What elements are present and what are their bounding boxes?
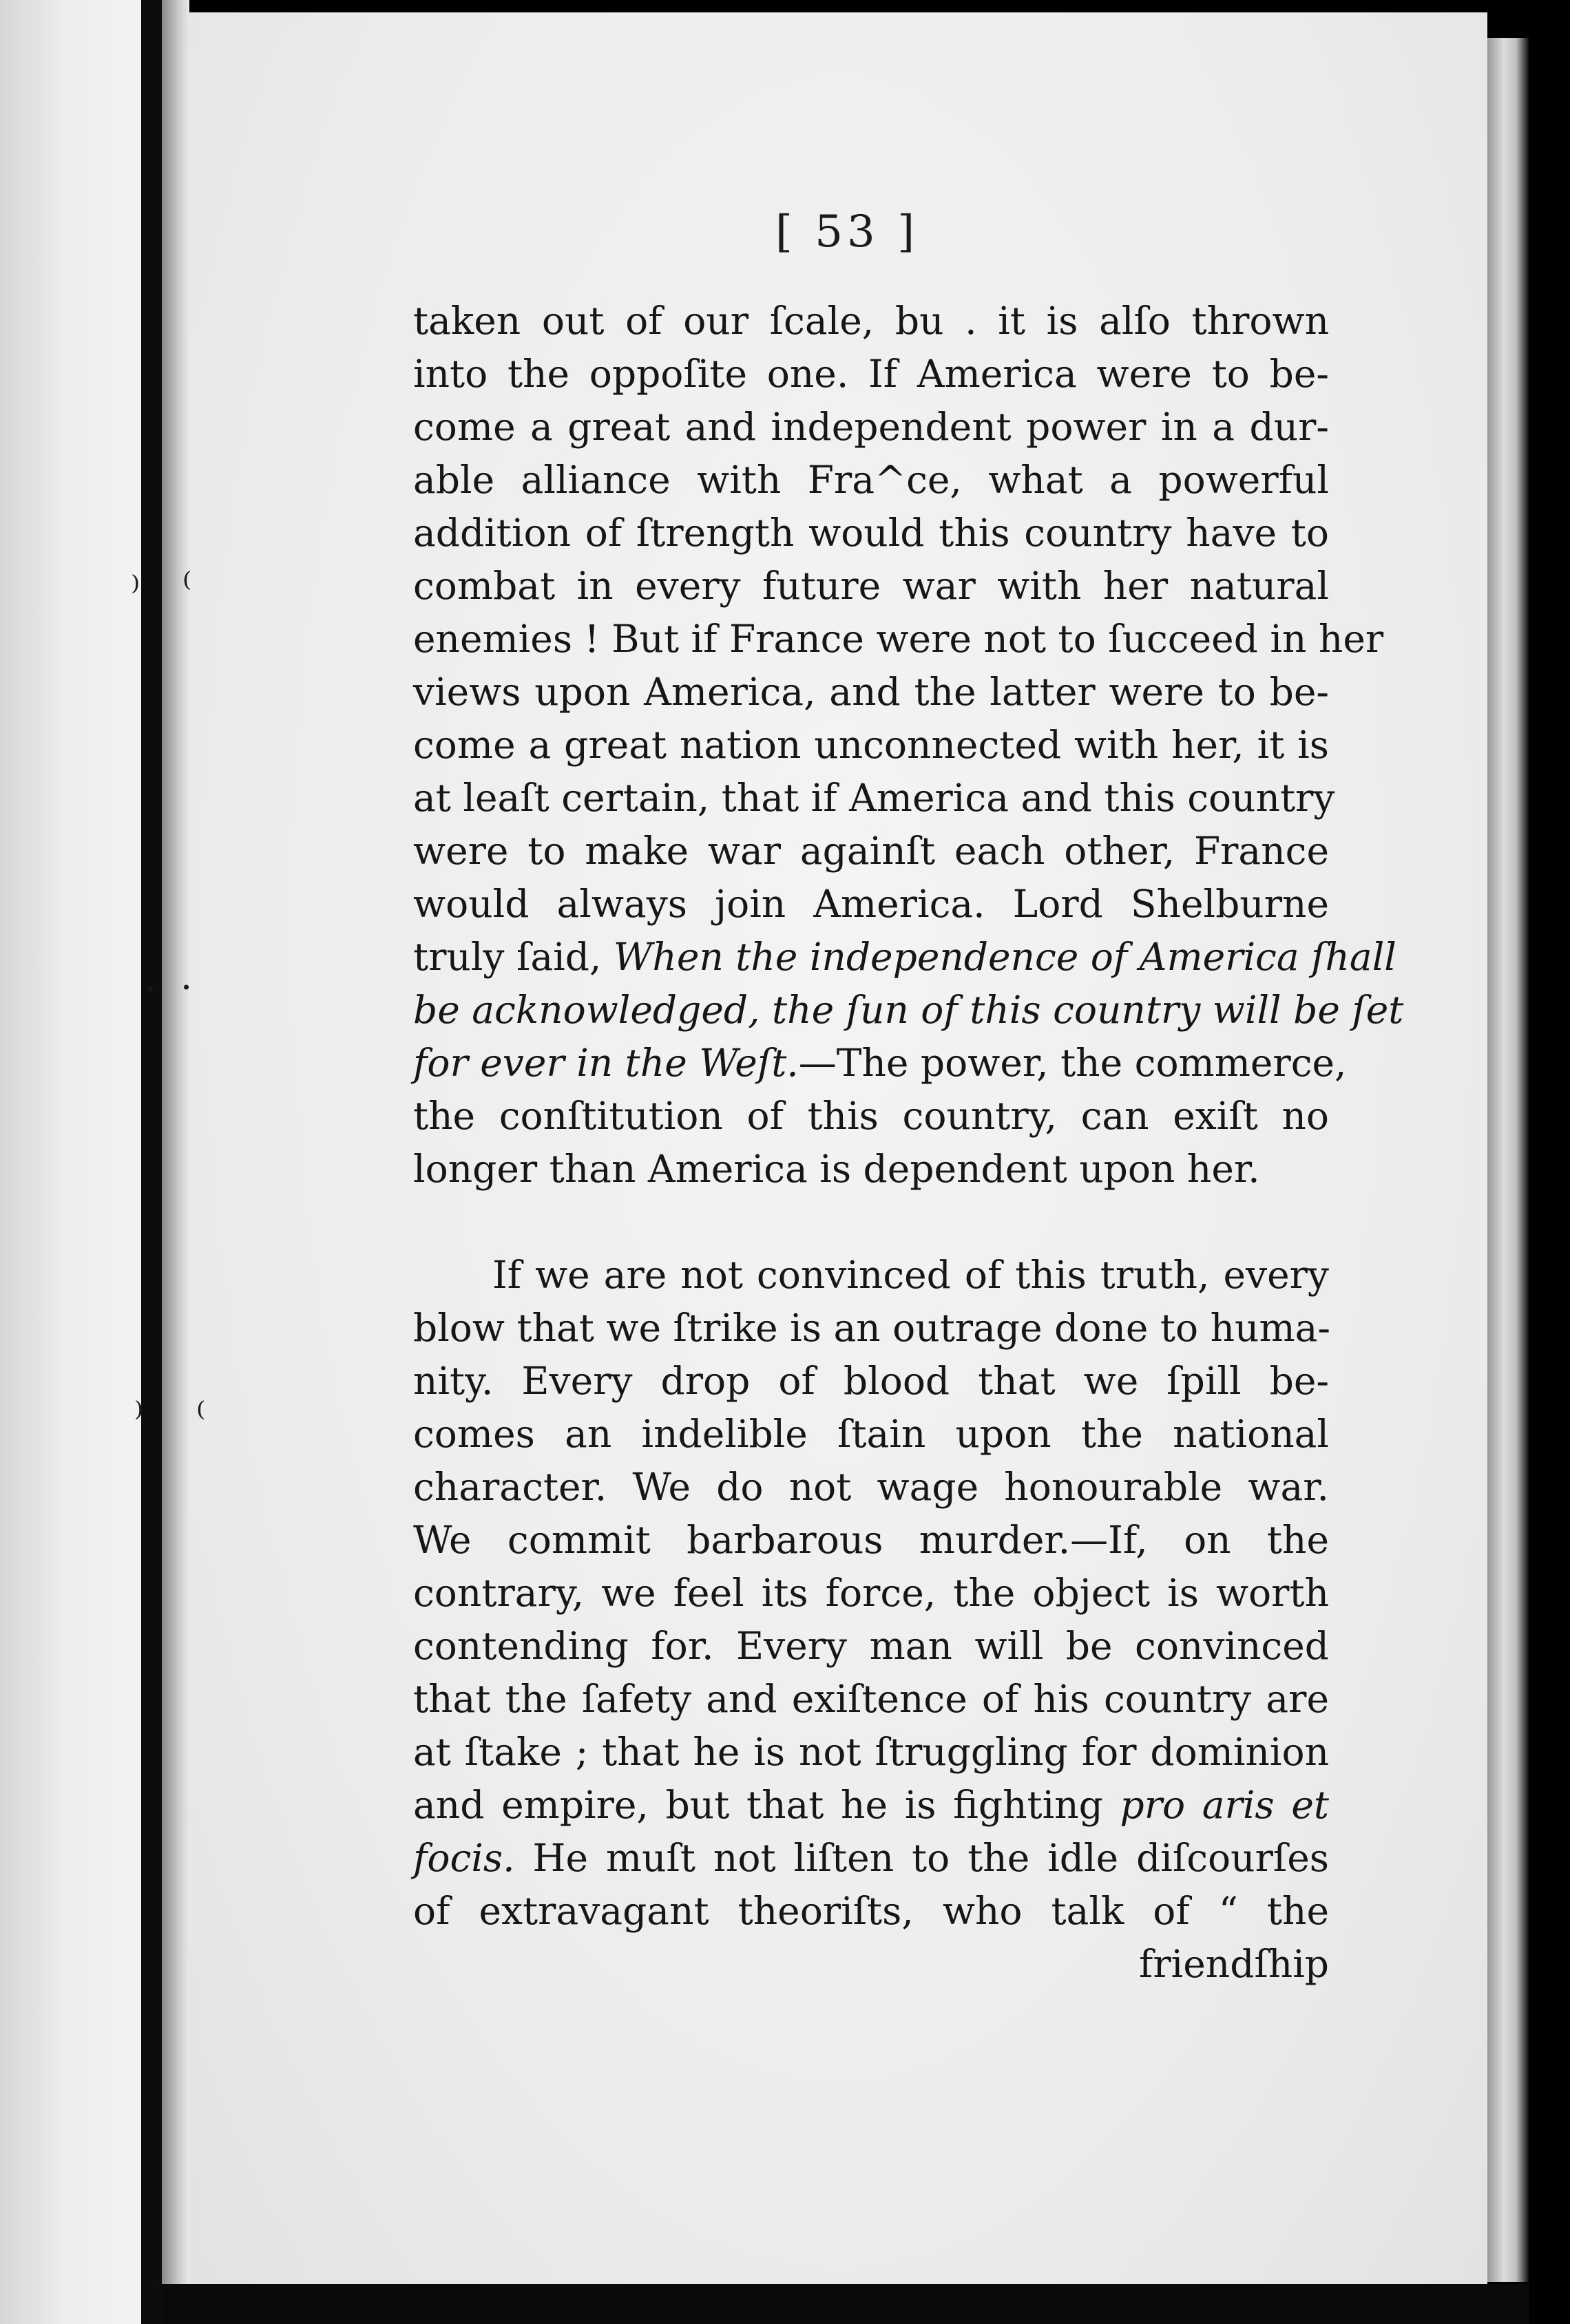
text-segment: —The power, the commerce, — [798, 1041, 1347, 1085]
text-line — [413, 772, 1335, 825]
text-segment: comes an indelible ſtain upon the national — [413, 1412, 1329, 1456]
text-segment: the conſtitution of this country, can exiſt no — [413, 1094, 1329, 1138]
text-line — [413, 984, 1404, 1037]
text-segment: that the ſafety and exiſtence of his country are — [413, 1677, 1329, 1721]
text-line — [413, 1408, 1329, 1461]
margin-mark: ⁽ — [182, 564, 192, 608]
paragraph-gap — [413, 1196, 1329, 1249]
text-line — [413, 454, 1329, 507]
text-line — [413, 1514, 1329, 1567]
text-segment: of extravagant theoriſts, who talk of “ the — [413, 1889, 1329, 1933]
text-segment: contending for. Every man will be convinced — [413, 1624, 1329, 1668]
text-line — [413, 1355, 1329, 1408]
page-fore-edge — [1487, 38, 1529, 2282]
page-gutter — [162, 0, 192, 2324]
text-line — [413, 1726, 1329, 1779]
text-segment: enemies ! But if France were not to ſucceed in her — [413, 617, 1384, 661]
book-gutter-shadow — [141, 0, 162, 2324]
text-segment: into the oppoſite one. If America were to be- — [413, 352, 1329, 396]
margin-mark: · — [145, 967, 157, 1011]
text-segment: We commit barbarous murder.—If, on the — [413, 1518, 1329, 1562]
text-segment: would always join America. Lord Shelburne — [413, 882, 1329, 926]
scan-bottom-border — [162, 2284, 1529, 2324]
page-number: [ 53 ] — [775, 207, 919, 257]
text-segment: character. We do not wage honourable war. — [413, 1465, 1329, 1509]
text-line — [413, 719, 1329, 772]
text-line — [413, 1567, 1329, 1620]
text-line — [413, 931, 1396, 984]
text-segment: at ſtake ; that he is not ſtruggling for dominion — [413, 1730, 1329, 1774]
text-line — [413, 1249, 1329, 1302]
text-segment: He muſt not liſten to the idle diſcourſes — [514, 1836, 1329, 1880]
italic-text: When the independence of America ſhall — [613, 935, 1396, 979]
text-line — [413, 560, 1329, 613]
text-line — [413, 1832, 1329, 1885]
text-segment: taken out of our ſcale, bu . it is alſo thrown — [413, 299, 1329, 343]
text-segment: truly ſaid, — [413, 935, 614, 979]
text-line — [413, 401, 1329, 454]
text-line — [413, 666, 1329, 719]
margin-mark: · — [180, 966, 193, 1009]
italic-text: for ever in the Weſt. — [413, 1041, 799, 1085]
text-segment: and empire, but that he is fighting — [413, 1783, 1120, 1827]
italic-text: focis. — [413, 1836, 515, 1880]
text-line — [413, 1885, 1329, 1938]
text-segment: addition of ſtrength would this country have to — [413, 511, 1329, 555]
text-segment: able alliance with Fra^ce, what a powerful — [413, 458, 1329, 502]
text-segment: nity. Every drop of blood that we ſpill be- — [413, 1359, 1329, 1403]
text-line — [413, 1090, 1329, 1143]
text-line — [413, 1302, 1329, 1355]
italic-text: pro aris et — [1120, 1783, 1329, 1827]
text-segment: were to make war againſt each other, France — [413, 829, 1329, 873]
text-line — [413, 1779, 1329, 1832]
text-line — [413, 1461, 1329, 1514]
text-line — [413, 1143, 1329, 1196]
margin-mark: ⁾ — [131, 568, 140, 611]
facing-page-edge — [0, 0, 144, 2324]
margin-mark: ⁽ — [196, 1394, 206, 1437]
text-segment: at leaſt certain, that if America and this country — [413, 776, 1335, 820]
text-line — [413, 348, 1329, 401]
text-segment: blow that we ſtrike is an outrage done to huma- — [413, 1306, 1330, 1350]
text-segment: come a great and independent power in a dur- — [413, 405, 1329, 449]
text-segment: views upon America, and the latter were to be- — [413, 670, 1329, 714]
text-segment: come a great nation unconnected with her, it is — [413, 723, 1329, 767]
text-segment: If we are not convinced of this truth, every — [492, 1253, 1329, 1297]
text-line — [413, 613, 1384, 666]
text-line — [413, 1037, 1347, 1090]
italic-text: be acknowledged, the ſun of this country will be ſet — [413, 988, 1404, 1032]
margin-mark: ⁾ — [134, 1394, 144, 1437]
text-line — [413, 295, 1329, 348]
text-segment: contrary, we feel its force, the object is worth — [413, 1571, 1329, 1615]
text-segment: longer than America is dependent upon her. — [413, 1147, 1260, 1191]
text-line — [413, 878, 1329, 931]
text-line — [413, 507, 1329, 560]
text-line — [413, 1673, 1329, 1726]
text-line — [413, 1620, 1329, 1673]
text-line — [413, 825, 1329, 878]
text-segment: combat in every future war with her natural — [413, 564, 1329, 608]
catchword: friendſhip — [1139, 1942, 1329, 1986]
body-text — [413, 295, 1404, 1991]
